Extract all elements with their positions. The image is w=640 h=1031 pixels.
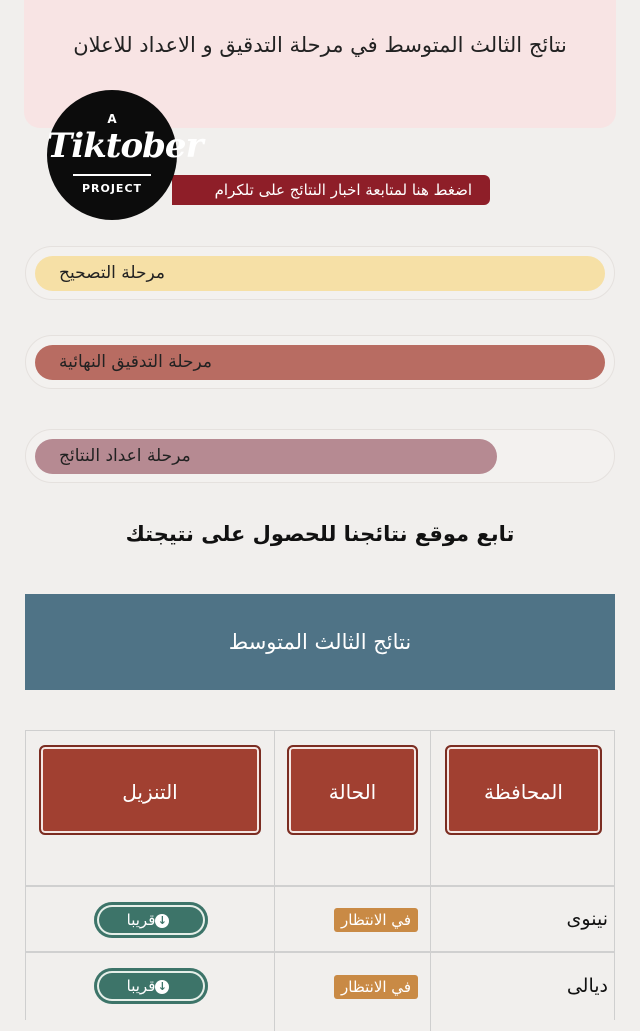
governorate-cell: ديالى [566,975,608,997]
logo-top-text: A [107,112,117,126]
download-icon: ↓ [155,914,169,928]
tiktober-logo [47,90,203,220]
stage-final-audit [25,335,615,389]
governorate-cell: نينوى [566,908,608,930]
stage-final-audit-bar: مرحلة التدقيق النهائية [35,345,605,380]
download-label: قريبا [126,911,156,929]
stage-correction [25,246,615,300]
stage-correction-bar: مرحلة التصحيح [35,256,605,291]
logo-main-text: Tiktober [47,126,203,166]
results-title: نتائج الثالث المتوسط [25,594,615,690]
results-table [25,730,615,1020]
table-col-divider [274,731,275,1031]
stage-results-prep-bar: مرحلة اعداد النتائج [35,439,497,474]
table-row-divider [26,951,614,953]
telegram-link[interactable]: اضغط هنا لمتابعة اخبار النتائج على تلكرام [172,175,490,205]
table-row-divider [26,885,614,887]
download-label: قريبا [126,977,156,995]
status-badge: في الانتظار [334,908,418,932]
status-badge: في الانتظار [334,975,418,999]
logo-divider [73,174,151,176]
header-download: التنزيل [39,745,261,835]
logo-bottom-text: PROJECT [81,182,143,195]
download-icon: ↓ [155,980,169,994]
header-governorate: المحافظة [445,745,602,835]
header-status: الحالة [287,745,418,835]
download-soon-button[interactable] [94,902,208,938]
table-col-divider [430,731,431,1031]
stage-results-prep [25,429,615,483]
download-soon-button[interactable] [94,968,208,1004]
follow-subtitle: تابع موقع نتائجنا للحصول على نتيجتك [125,522,515,546]
announcement-text: نتائج الثالث المتوسط في مرحلة التدقيق و الاعداد للاعلان [73,33,567,57]
